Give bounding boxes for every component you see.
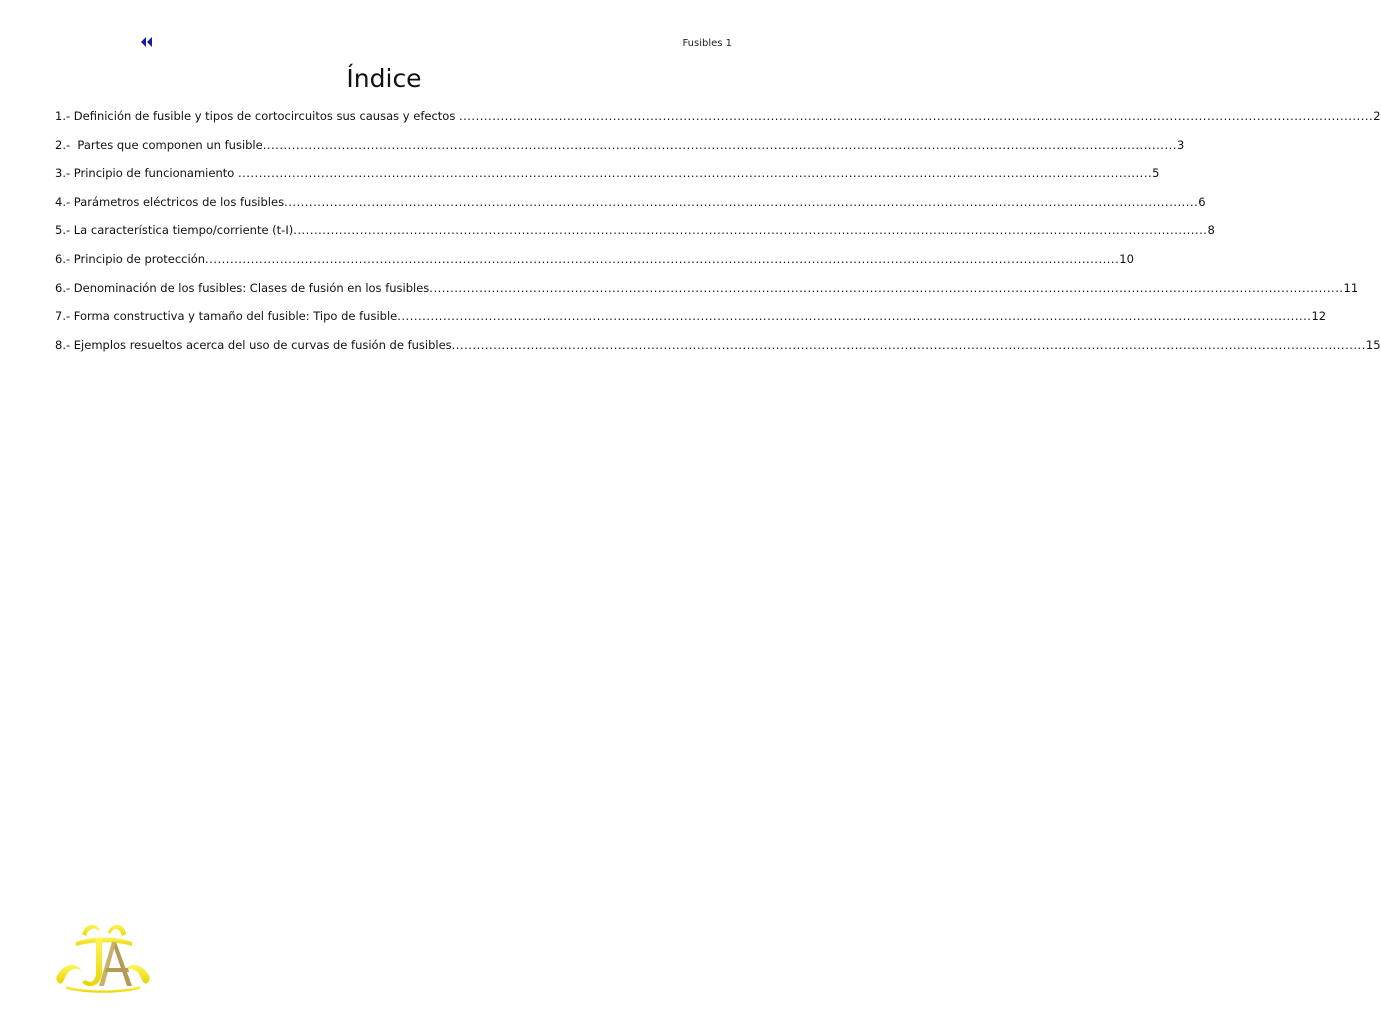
- toc-leader-dots: ............................................................................................................................................................................................................................: [293, 223, 1208, 238]
- toc-entry-text: 6.- Principio de protección: [55, 251, 206, 266]
- toc-entry-text: 6.- Denominación de los fusibles: Clases de fusión en los fusibles: [55, 280, 430, 295]
- toc-entry-page: 6: [1198, 194, 1206, 209]
- toc-entry-text: 4.- Parámetros eléctricos de los fusibles: [55, 194, 285, 209]
- toc-entry-text: 3.- Principio de funcionamiento: [55, 166, 238, 181]
- toc-entry-page: 10: [1119, 251, 1134, 266]
- toc-entry-page: 3: [1176, 137, 1185, 152]
- toc-entry[interactable]: [55, 250, 1134, 279]
- toc-leader-dots: ............................................................................................................................................................................................................................: [284, 194, 1199, 209]
- ja-monogram-logo: [52, 920, 154, 994]
- toc-entry-page: 15: [1365, 337, 1381, 352]
- toc-leader-dots: ............................................................................................................................................................................................................................: [205, 251, 1120, 266]
- toc-entry[interactable]: [55, 307, 1327, 336]
- logo-graphic: [52, 920, 154, 994]
- toc-entry-text: 5.- La característica tiempo/corriente (t-I): [55, 223, 294, 238]
- toc-entry-page: 5: [1152, 166, 1160, 181]
- toc-entry[interactable]: [55, 221, 1215, 250]
- toc-entry-page: 11: [1343, 280, 1359, 295]
- page-title: Índice: [346, 64, 422, 93]
- toc-leader-dots: ............................................................................................................................................................................................................................: [237, 166, 1153, 181]
- toc-entry-text: 8.- Ejemplos resueltos acerca del uso de curvas de fusión de fusibles: [55, 337, 452, 352]
- toc-leader-dots: ............................................................................................................................................................................................................................: [451, 337, 1366, 352]
- toc-entry-text: 2.- Partes que componen un fusible: [55, 137, 263, 152]
- toc-entry[interactable]: [55, 136, 1185, 165]
- toc-entry-page: 12: [1311, 309, 1327, 324]
- toc-leader-dots: ............................................................................................................................................................................................................................: [429, 280, 1344, 295]
- toc-leader-dots: ............................................................................................................................................................................................................................: [458, 109, 1374, 123]
- toc-entry-text: 7.- Forma constructiva y tamaño del fusible: Tipo de fusible: [55, 309, 398, 324]
- toc-leader-dots: ............................................................................................................................................................................................................................: [262, 137, 1177, 152]
- double-left-arrow-icon: [140, 35, 154, 49]
- toc-entry[interactable]: [55, 336, 1381, 365]
- running-header: Fusibles 1: [682, 38, 732, 49]
- toc-entry-page: 8: [1207, 223, 1215, 238]
- back-nav-button[interactable]: [140, 34, 154, 48]
- toc-entry-text: 1.- Definición de fusible y tipos de cortocircuitos sus causas y efectos: [55, 109, 459, 123]
- toc-entry[interactable]: [55, 193, 1206, 222]
- toc-entry[interactable]: [55, 279, 1359, 308]
- toc-entry-page: 2: [1373, 109, 1381, 123]
- toc-leader-dots: ............................................................................................................................................................................................................................: [397, 309, 1312, 324]
- toc-entry[interactable]: [55, 107, 1381, 136]
- toc-entry[interactable]: [55, 164, 1160, 193]
- table-of-contents: [55, 107, 1381, 364]
